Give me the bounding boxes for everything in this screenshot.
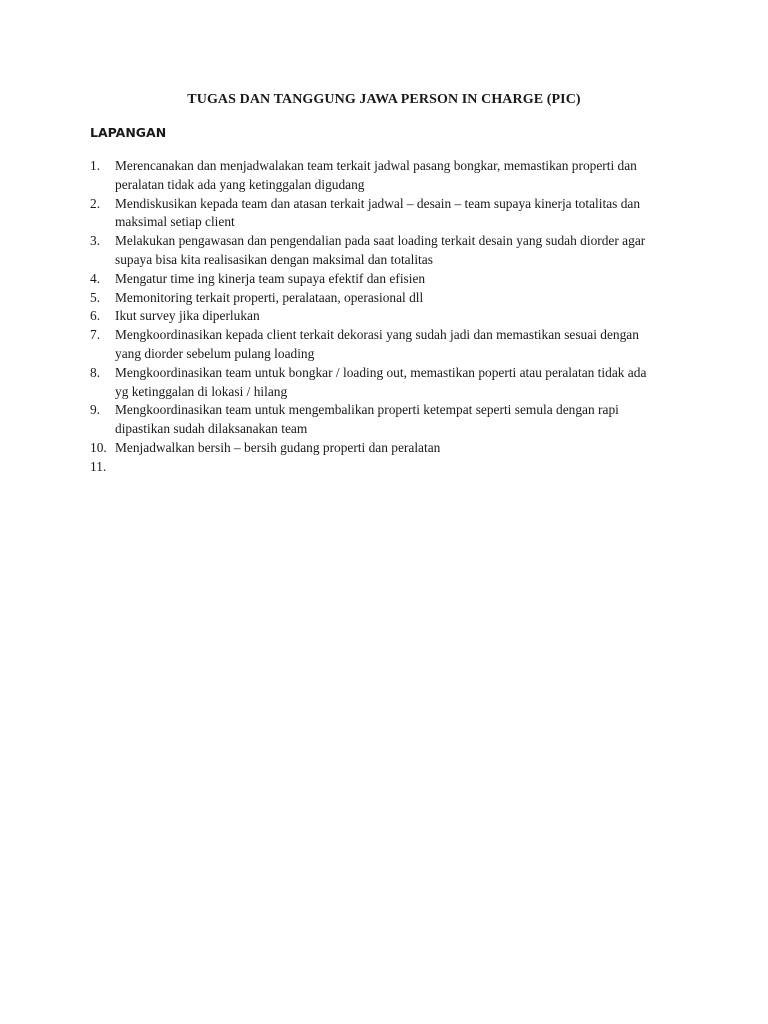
list-item-number: 3. xyxy=(90,233,101,249)
list-item xyxy=(90,289,680,308)
list-item-text: Memonitoring terkait properti, peralataan, operasional dll xyxy=(115,289,424,305)
list-item-number: 6. xyxy=(90,308,101,324)
list-item-number: 7. xyxy=(90,327,101,343)
document-title: TUGAS DAN TANGGUNG JAWA PERSON IN CHARGE (PIC) xyxy=(187,92,581,107)
list-item xyxy=(90,157,680,195)
list-item xyxy=(90,439,680,458)
list-item-number: 5. xyxy=(90,289,101,305)
list-item xyxy=(90,326,680,364)
list-item-number: 11. xyxy=(90,458,107,474)
list-item-text: Mengkoordinasikan team untuk bongkar / loading out, memastikan poperti atau peralatan tidak ada yg ketinggalan di lokasi / hilang xyxy=(115,364,647,399)
list-item xyxy=(90,364,680,402)
list-item-number: 8. xyxy=(90,364,101,380)
list-item xyxy=(90,458,680,477)
list-item-number: 9. xyxy=(90,402,101,418)
list-item-text: Merencanakan dan menjadwalakan team terkait jadwal pasang bongkar, memastikan properti dan peralatan tidak ada yang ketinggalan digudang xyxy=(115,158,637,192)
list-item-text: Mengkoordinasikan team untuk mengembalikan properti ketempat seperti semula dengan rapi dipastikan sudah dilaksanakan team xyxy=(115,402,619,437)
list-item xyxy=(90,232,680,270)
section-heading: LAPANGAN xyxy=(90,125,167,140)
list-item-text: Menjadwalkan bersih – bersih gudang properti dan peralatan xyxy=(115,439,441,455)
list-item-number: 4. xyxy=(90,270,101,286)
list-item-text: Mendiskusikan kepada team dan atasan terkait jadwal – desain – team supaya kinerja totalitas dan maksimal setiap client xyxy=(115,195,641,230)
list-item-text: Mengkoordinasikan kepada client terkait dekorasi yang sudah jadi dan memastikan sesuai dengan yang diorder sebelum pulang loading xyxy=(115,327,639,361)
list-item xyxy=(90,307,680,326)
list-item xyxy=(90,195,680,233)
list-item xyxy=(90,270,680,289)
list-item-number: 10. xyxy=(90,439,107,455)
list-item-text: Ikut survey jika diperlukan xyxy=(115,308,260,324)
list-item-text: Mengatur time ing kinerja team supaya efektif dan efisien xyxy=(115,270,426,286)
list-item-number: 1. xyxy=(90,158,101,173)
list-item xyxy=(90,401,680,439)
list-item-text: Melakukan pengawasan dan pengendalian pada saat loading terkait desain yang sudah diorder agar supaya bisa kita realisasikan dengan maksimal dan totalitas xyxy=(115,233,646,267)
duty-list xyxy=(90,157,680,477)
list-item-number: 2. xyxy=(90,195,101,211)
